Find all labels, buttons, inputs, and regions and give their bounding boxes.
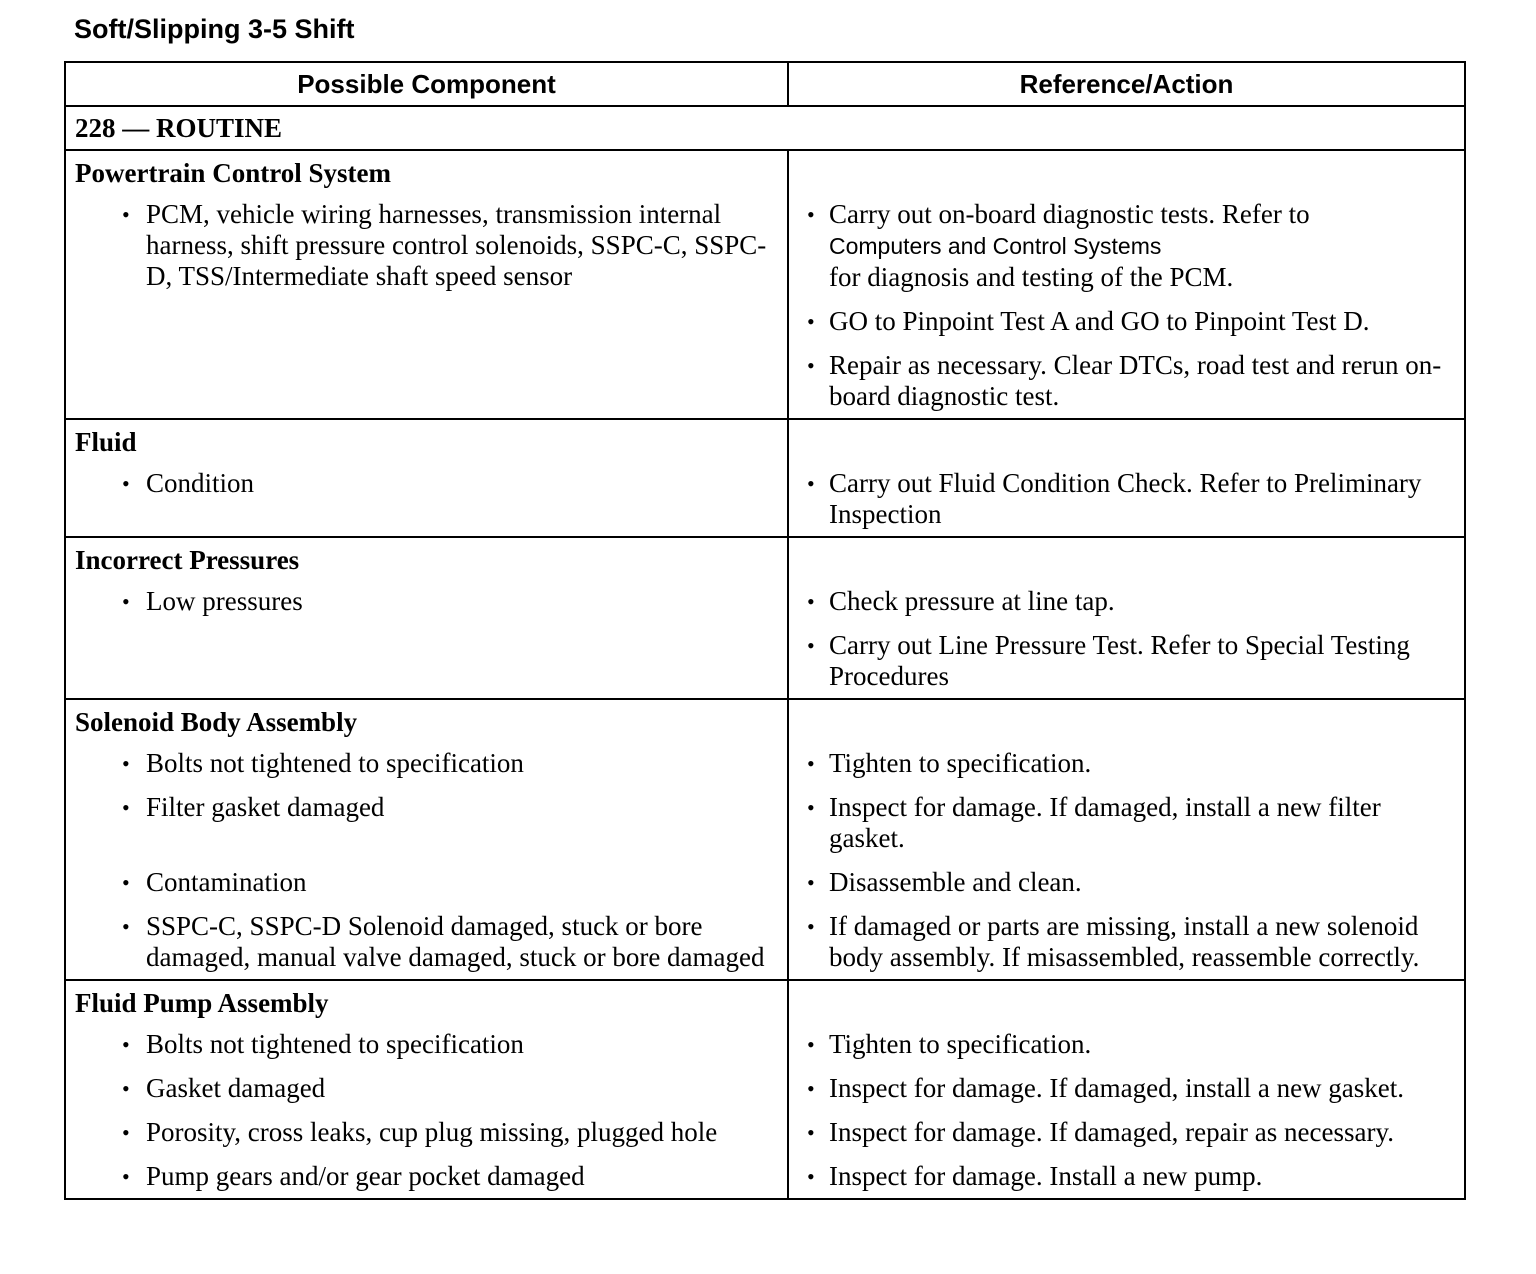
component-item: • Condition [75, 468, 779, 499]
action-item: • If damaged or parts are missing, install a new solenoid body assembly. If misassembled, reassemble correctly. [798, 911, 1456, 973]
component-item: • Bolts not tightened to specification [75, 748, 779, 779]
group-row-fluid-pump-assembly [65, 980, 1465, 1199]
group-title: Fluid Pump Assembly [75, 988, 329, 1018]
group-row-solenoid-body-assembly [65, 699, 1465, 980]
group-row-fluid [65, 419, 1465, 537]
action-item: • GO to Pinpoint Test A and GO to Pinpoint Test D. [798, 306, 1456, 337]
component-item: • Filter gasket damaged [75, 792, 779, 823]
reference-link-computers-and-control-systems[interactable]: Computers and Control Systems [829, 233, 1162, 259]
component-item: • Pump gears and/or gear pocket damaged [75, 1161, 779, 1192]
action-item: • Carry out Line Pressure Test. Refer to Special Testing Procedures [798, 630, 1456, 692]
header-row [65, 62, 1465, 106]
group-title: Incorrect Pressures [75, 545, 300, 575]
action-item [798, 199, 1456, 293]
routine-label: 228 — ROUTINE [65, 106, 1465, 150]
component-item: • Bolts not tightened to specification [75, 1029, 779, 1060]
component-item: • PCM, vehicle wiring harnesses, transmission internal harness, shift pressure control solenoids, SSPC-C, SSPC-D, TSS/Intermediate shaft speed sensor [75, 199, 779, 292]
group-title: Powertrain Control System [75, 158, 391, 188]
group-title: Solenoid Body Assembly [75, 707, 358, 737]
action-item: • Inspect for damage. Install a new pump. [798, 1161, 1456, 1192]
action-text: for diagnosis and testing of the PCM. [829, 262, 1234, 292]
component-cell [65, 980, 788, 1199]
action-cell [788, 150, 1465, 419]
action-cell [788, 537, 1465, 699]
action-item: • Disassemble and clean. [798, 867, 1456, 898]
component-item: • Low pressures [75, 586, 779, 617]
action-item: • Tighten to specification. [798, 748, 1456, 779]
component-item: • SSPC-C, SSPC-D Solenoid damaged, stuck or bore damaged, manual valve damaged, stuck or bore damaged [75, 911, 779, 973]
action-item: • Inspect for damage. If damaged, repair as necessary. [798, 1117, 1456, 1148]
action-cell [788, 419, 1465, 537]
header-reference-action: Reference/Action [788, 62, 1465, 106]
group-row-incorrect-pressures [65, 537, 1465, 699]
action-item: • Carry out Fluid Condition Check. Refer to Preliminary Inspection [798, 468, 1456, 530]
component-item: • Contamination [75, 867, 779, 898]
component-item: • Gasket damaged [75, 1073, 779, 1104]
action-cell [788, 699, 1465, 980]
page-title: Soft/Slipping 3-5 Shift [74, 14, 355, 44]
action-cell [788, 980, 1465, 1199]
action-item: • Inspect for damage. If damaged, install a new gasket. [798, 1073, 1456, 1104]
group-title: Fluid [75, 427, 137, 457]
action-item: • Check pressure at line tap. [798, 586, 1456, 617]
component-cell [65, 699, 788, 980]
component-cell [65, 150, 788, 419]
component-cell [65, 419, 788, 537]
header-possible-component: Possible Component [65, 62, 788, 106]
action-text: Carry out on-board diagnostic tests. Refer to [829, 199, 1310, 229]
diagnosis-table [64, 61, 1466, 1200]
component-cell [65, 537, 788, 699]
action-item: • Tighten to specification. [798, 1029, 1456, 1060]
action-item: • Inspect for damage. If damaged, install a new filter gasket. [798, 792, 1456, 854]
group-row-powertrain-control-system [65, 150, 1465, 419]
action-item: • Repair as necessary. Clear DTCs, road test and rerun on-board diagnostic test. [798, 350, 1456, 412]
component-item: • Porosity, cross leaks, cup plug missing, plugged hole [75, 1117, 779, 1148]
routine-row [65, 106, 1465, 150]
